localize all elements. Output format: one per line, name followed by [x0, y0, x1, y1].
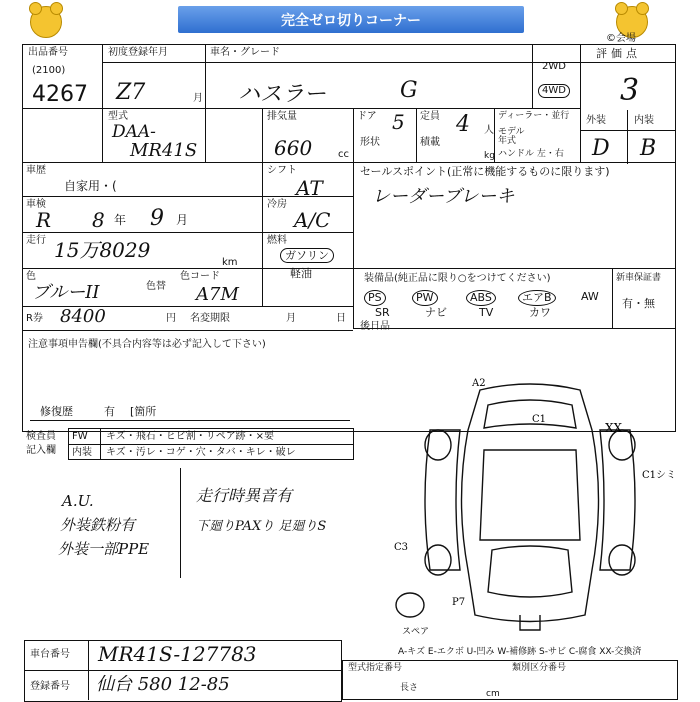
color-label: 色 — [26, 271, 36, 282]
fuel-diesel: 軽油 — [290, 267, 312, 280]
equipment-item: SR — [375, 306, 390, 319]
inspection-era: R — [36, 208, 52, 232]
model-year-label: モデル年式 — [498, 127, 525, 146]
load-unit: kg — [484, 151, 495, 161]
registration-label: 登録番号 — [30, 681, 70, 692]
diagram-label-p7: P7 — [452, 597, 466, 608]
capacity-label: 定員 — [420, 111, 440, 122]
lot-label: 出品番号 — [28, 47, 68, 58]
note-left-2: 外装鉄粉有 — [60, 516, 136, 534]
color-value: ブルーII — [32, 282, 100, 303]
interior-label: 内装 — [634, 115, 654, 126]
notes-label: 注意事項申告欄(不具合内容等は必ず記入して下さい) — [28, 339, 266, 350]
fuel-label: 燃料 — [267, 235, 287, 246]
load-label: 積載 — [420, 137, 440, 148]
recycle-unit: 円 — [166, 313, 176, 324]
note-left-1: A.U. — [62, 492, 94, 510]
car-name-label: 車名・グレード — [210, 47, 280, 58]
entry-label: 記入欄 — [26, 445, 56, 456]
warranty-value: 有・無 — [622, 297, 655, 310]
equipment-item: PW — [412, 290, 438, 306]
interior-grade: B — [640, 136, 657, 161]
diagram-label-xx: XX — [605, 421, 623, 435]
displacement-label: 排気量 — [267, 111, 297, 122]
equipment-item: カワ — [529, 306, 551, 319]
capacity-value: 4 — [456, 112, 470, 137]
drive-4wd: 4WD — [538, 84, 570, 98]
mascot-bear-icon — [30, 6, 62, 38]
sales-point-value: レーダーブレーキ — [372, 186, 515, 207]
repair-label: 修復歴 — [40, 405, 73, 418]
shift-value: AT — [296, 176, 323, 200]
diagram-label-a2: A2 — [472, 378, 486, 389]
car-name: ハスラー — [238, 82, 327, 107]
doors-label: ドア — [357, 111, 377, 122]
car-damage-diagram — [380, 370, 680, 640]
dealer-label: ディーラー・並行 — [498, 111, 570, 121]
note-right-2: 下廻りPAXり 足廻りS — [196, 519, 327, 534]
registration-value: 仙台 580 12-85 — [96, 674, 230, 695]
inspection-month-unit: 月 — [176, 213, 189, 227]
exterior-label: 外装 — [586, 115, 606, 126]
color-tone-label: 色替 — [146, 281, 166, 292]
equipment-item: TV — [479, 306, 494, 319]
handle-label: ハンドル 左・右 — [498, 149, 564, 159]
repair-place: [箇所 — [130, 405, 157, 418]
chassis-label: 車台番号 — [30, 649, 70, 660]
note-right-1: 走行時異音有 — [196, 486, 293, 505]
recycle-value: 8400 — [60, 306, 106, 327]
ac-label: 冷房 — [267, 199, 287, 210]
rear-seat-label: 後日品 — [360, 321, 390, 332]
expiry-day: 日 — [336, 313, 346, 324]
displacement-value: 660 — [274, 136, 313, 160]
inspection-month: 9 — [150, 206, 164, 231]
color-code: A7M — [196, 284, 239, 305]
model-code1: DAA- — [112, 122, 156, 142]
mileage-value: 15万8029 — [54, 238, 151, 262]
equipment-item: ABS — [466, 290, 496, 306]
equipment-item: PS — [364, 290, 386, 306]
length-unit: cm — [486, 689, 500, 699]
inspection-year-unit: 年 — [114, 213, 127, 227]
lot-number: 4267 — [32, 82, 88, 107]
shape-label: 形状 — [360, 137, 380, 148]
first-reg-era: Z7 — [116, 80, 146, 105]
history-label: 車歴 — [26, 165, 46, 176]
equipment-item: AW — [581, 290, 599, 303]
inspector-label: 検査員 — [26, 431, 56, 442]
car-grade: G — [400, 78, 418, 103]
first-reg-month-suffix: 月 — [193, 93, 203, 104]
fuel-gasoline: ガソリン — [280, 248, 334, 263]
fw-items: キズ・飛石・ヒビ割・リペア跡・×要 — [106, 431, 274, 442]
first-reg-label: 初度登録年月 — [108, 47, 168, 58]
sales-point-label: セールスポイント(正常に機能するものに限ります) — [360, 165, 610, 178]
repair-value: 有 — [104, 405, 115, 418]
equipment-label: 装備品(純正品に限り○をつけてください) — [364, 273, 551, 284]
class-label: 類別区分番号 — [512, 663, 567, 673]
exterior-grade: D — [592, 136, 610, 161]
diagram-legend: A-キズ E-エクボ U-凹み W-補修跡 S-サビ C-腐食 XX-交換済 — [398, 647, 642, 657]
ac-value: A/C — [294, 208, 331, 232]
spec-label: 型式指定番号 — [348, 663, 403, 673]
corner-banner: 完全ゼロ切りコーナー — [178, 6, 524, 33]
inspection-year: 8 — [92, 208, 105, 232]
diagram-label-c3: C3 — [394, 542, 409, 553]
expiry-label: 名変期限 — [190, 313, 230, 324]
mileage-unit: km — [222, 257, 238, 268]
interior-check-items: キズ・汚レ・コゲ・穴・タバ・キレ・破レ — [106, 447, 296, 458]
rating-label: 評価点 — [596, 47, 641, 60]
rating-score: 3 — [620, 73, 640, 108]
diagram-label-c1: C1 — [532, 414, 547, 425]
expiry-month: 月 — [286, 313, 296, 324]
fw-label: FW — [72, 431, 88, 442]
equipment-item: ナビ — [425, 306, 447, 319]
warranty-label: 新車保証書 — [616, 273, 662, 283]
equipment-item: エアB — [518, 290, 556, 306]
corner-mark: ©会場 — [606, 33, 636, 44]
capacity-unit: 人 — [484, 125, 494, 136]
mileage-label: 走行 — [26, 235, 46, 246]
drive-2wd: 2WD — [542, 61, 566, 72]
recycle-label: R券 — [26, 313, 43, 324]
note-left-3: 外装一部PPE — [58, 540, 150, 558]
shift-label: シフト — [267, 165, 297, 176]
diagram-label-spare: スペア — [402, 627, 430, 637]
history-value: 自家用・( — [64, 179, 117, 193]
model-code2: MR41S — [130, 140, 198, 161]
diagram-label-c1-stain: C1シミ — [642, 470, 677, 481]
color-code-label: 色コード — [180, 271, 220, 282]
length-label: 長さ — [400, 683, 419, 693]
lot-code: (2100) — [32, 65, 66, 76]
chassis-value: MR41S-127783 — [98, 642, 257, 666]
model-label: 型式 — [108, 111, 128, 122]
interior-check-label: 内装 — [72, 447, 92, 458]
displacement-unit: cc — [338, 149, 349, 160]
doors-value: 5 — [392, 110, 405, 134]
inspection-label: 車検 — [26, 199, 46, 210]
